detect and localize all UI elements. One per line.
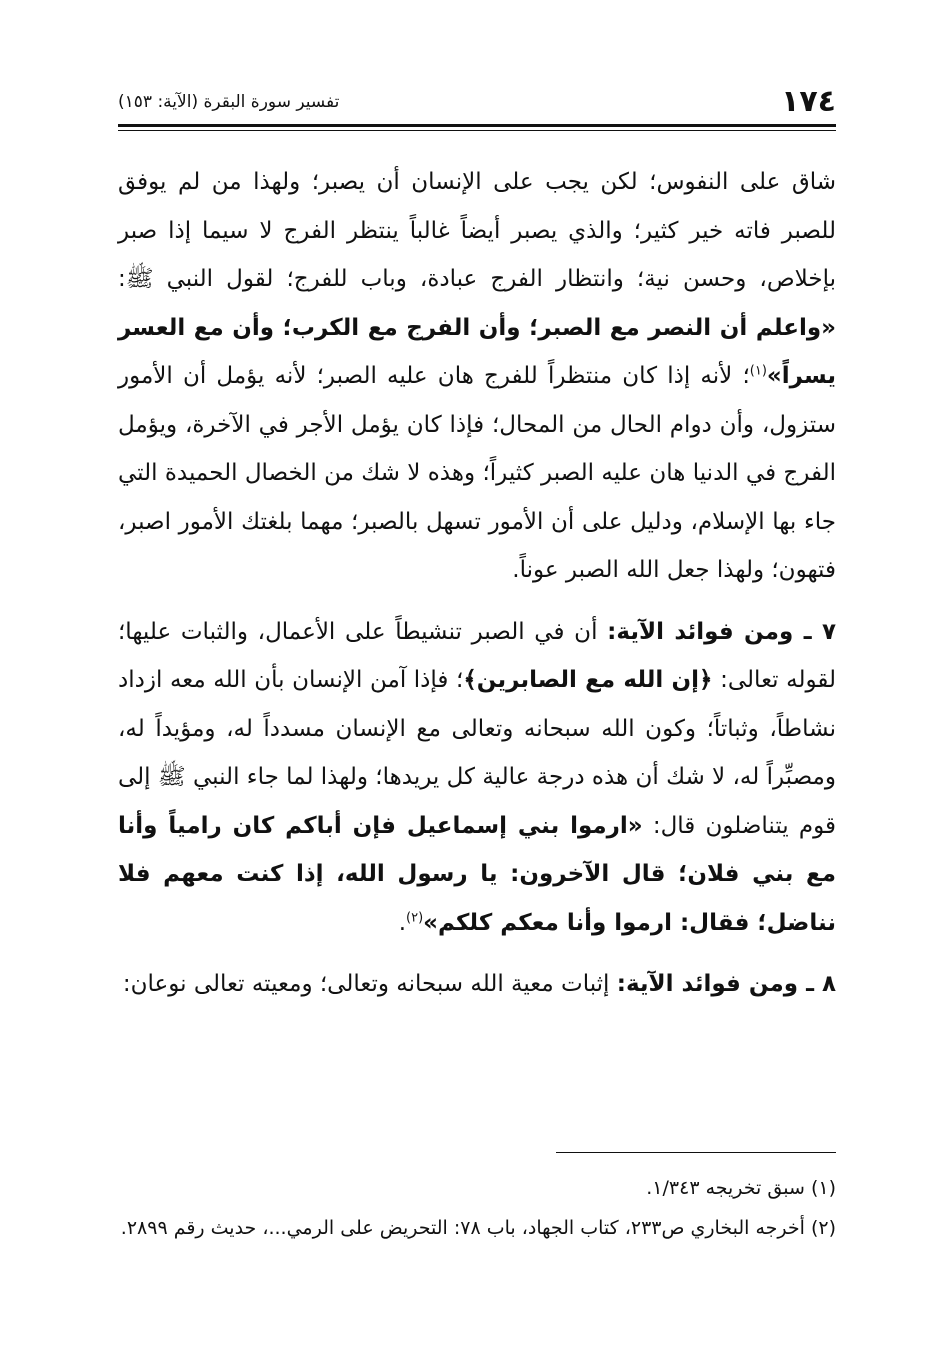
hadith-quote-2: «ارموا بني إسماعيل فإن أباكم كان رامياً وأنا مع بني فلان؛ قال الآخرون: يا رسول الله، إذا كنت معهم فلا نناضل؛ فقال: ارموا وأنا معكم كلكم» [118, 812, 836, 936]
paragraph-2-lead: ٧ ـ ومن فوائد الآية: [607, 618, 836, 645]
body-text [118, 158, 836, 1022]
quran-verse: ﴿إن الله مع الصابرين﴾ [463, 667, 713, 693]
footnote-ref-1: (١) [749, 363, 767, 379]
paragraph-2 [118, 608, 836, 948]
hadith-quote-1: «واعلم أن النصر مع الصبر؛ وأن الفرج مع الكرب؛ وأن مع العسر يسراً» [118, 314, 836, 389]
page-number: ١٧٤ [781, 84, 836, 119]
paragraph-3-lead: ٨ ـ ومن فوائد الآية: [616, 971, 836, 997]
header-rule-thin [118, 130, 836, 131]
footnote-ref-2: (٢) [406, 909, 424, 925]
footnote-2-text: أخرجه البخاري ص٢٣٣، كتاب الجهاد، باب ٧٨: التحريض على الرمي...، حديث رقم ٢٨٩٩. [120, 1217, 805, 1239]
footnote-1 [118, 1168, 836, 1208]
footnote-1-number: (١) [810, 1177, 836, 1199]
paragraph-2-text-a: أن في الصبر تنشيطاً على الأعمال، والثبات عليها؛ لقوله تعالى: [118, 618, 837, 693]
paragraph-1 [118, 158, 836, 595]
header-rule-thick [118, 124, 836, 127]
footnote-2 [118, 1208, 836, 1248]
footnote-2-number: (٢) [810, 1217, 836, 1239]
paragraph-1-text-b: ؛ لأنه إذا كان منتظراً للفرج هان عليه الصبر؛ لأنه يؤمل أن الأمور ستزول، وأن دوام الحال من المحال؛ فإذا كان يؤمل الأجر في الآخرة، ويؤمل الفرج في الدنيا هان عليه الصبر كثيراً؛ وهذه لا شك من الخصال الحميدة التي جاء بها الإسلام، ودليل على أن الأمور تسهل بالصبر؛ مهما بلغتك الأمور اصبر، فتهون؛ ولهذا جعل الله الصبر عوناً. [118, 363, 836, 583]
footnotes [118, 1168, 836, 1248]
page-header [118, 82, 836, 122]
footnote-separator [556, 1152, 836, 1153]
paragraph-1-text-a: شاق على النفوس؛ لكن يجب على الإنسان أن يصبر؛ ولهذا من لم يوفق للصبر فاته خير كثير؛ والذي يصبر أيضاً غالباً ينتظر الفرج لا سيما إذا صبر بإخلاص، وحسن نية؛ وانتظار الفرج عبادة، وباب للفرج؛ لقول النبي ﷺ: [118, 169, 836, 292]
running-title: تفسير سورة البقرة (الآية: ١٥٣) [118, 92, 340, 112]
paragraph-3-text: إثبات معية الله سبحانه وتعالى؛ ومعيته تعالى نوعان: [122, 971, 617, 997]
footnote-1-text: سبق تخريجه ١/٣٤٣. [646, 1177, 805, 1199]
paragraph-3 [118, 960, 836, 1009]
paragraph-2-end: . [398, 909, 407, 936]
paragraph-2-text-b: ؛ فإذا آمن الإنسان بأن الله معه ازداد نشاطاً، وثباتاً؛ وكون الله سبحانه وتعالى مع الإنسان مسدداً له، ومؤيداً له، ومصبِّراً له، لا شك أن هذه درجة عالية كل يريدها؛ ولهذا لما جاء النبي ﷺ إلى قوم يتناضلون قال: [118, 667, 836, 839]
